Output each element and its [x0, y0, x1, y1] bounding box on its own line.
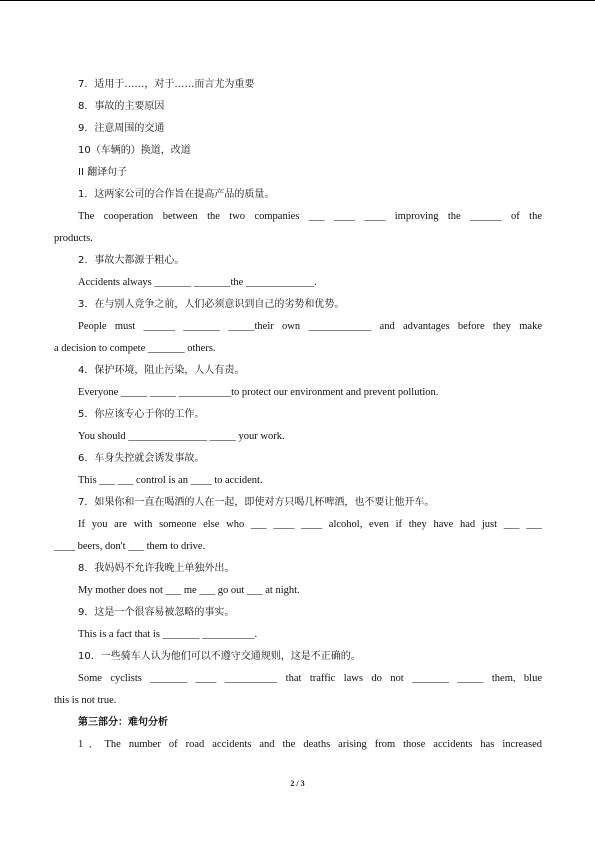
translation-item — [54, 558, 542, 602]
phrase-item: 9．注意周围的交通 — [78, 123, 165, 134]
english-sentence: This is a fact that is _______ __________. — [78, 629, 258, 640]
phrase-item: 8．事故的主要原因 — [78, 101, 165, 112]
translation-item — [54, 404, 542, 448]
worksheet-content — [54, 74, 542, 756]
chinese-sentence: 2．事故大都源于粗心。 — [78, 255, 185, 266]
english-line: Some cyclists _______ ____ __________ that traffic laws do not _______ _____ them, blue — [78, 673, 542, 684]
phrase-item: 10（车辆的）换道，改道 — [78, 145, 191, 156]
english-sentence: Everyone _____ _____ __________to protect our environment and prevent pollution. — [78, 387, 439, 398]
chinese-sentence: 7．如果你和一直在喝酒的人在一起，即使对方只喝几杯啤酒，也不要让他开车。 — [78, 497, 435, 508]
english-line-continued: products. — [54, 233, 93, 244]
translation-item — [54, 184, 542, 250]
english-line: People must ______ _______ _____their own ____________ and advantages before they make — [78, 321, 542, 332]
english-line-continued: this is not true. — [54, 695, 117, 706]
translation-item — [54, 360, 542, 404]
translation-item — [54, 646, 542, 712]
english-line: If you are with someone else who ___ ____ ____ alcohol, even if they have had just ___ ___ — [78, 519, 542, 530]
phrase-item: 7．适用于……，对于……而言尤为重要 — [78, 79, 255, 90]
english-sentence — [54, 316, 542, 360]
chinese-sentence: 6．车身失控就会诱发事故。 — [78, 453, 205, 464]
analysis-sentence — [54, 734, 542, 756]
top-border-line — [0, 0, 595, 1]
chinese-sentence: 5．你应该专心于你的工作。 — [78, 409, 205, 420]
section-title: II 翻译句子 — [78, 167, 128, 178]
chinese-sentence: 10．一些骑车人认为他们可以不遵守交通规则，这是不正确的。 — [78, 651, 361, 662]
english-line-continued: ____ beers, don't ___ them to drive. — [54, 541, 206, 552]
section-title: 第三部分：难句分析 — [78, 717, 168, 728]
english-line-continued: a decision to compete _______ others. — [54, 343, 216, 354]
english-sentence — [54, 206, 542, 250]
translation-item — [54, 492, 542, 558]
english-line: 1．The number of road accidents and the deaths arising from those accidents has increased — [78, 739, 542, 750]
english-sentence: You should _______________ _____ your work. — [78, 431, 285, 442]
chinese-sentence: 8．我妈妈不允许我晚上单独外出。 — [78, 563, 235, 574]
translation-item — [54, 602, 542, 646]
english-line: The cooperation between the two companies ___ ____ ____ improving the ______ of the — [78, 211, 542, 222]
english-sentence: This ___ ___ control is an ____ to accident. — [78, 475, 263, 486]
english-sentence — [54, 514, 542, 558]
translation-item — [54, 294, 542, 360]
chinese-sentence: 3．在与别人竞争之前，人们必须意识到自己的劣势和优势。 — [78, 299, 345, 310]
english-sentence: My mother does not ___ me ___ go out ___ at night. — [78, 585, 300, 596]
page-number: 2 / 3 — [290, 779, 305, 788]
translation-item — [54, 250, 542, 294]
english-sentence: Accidents always _______ _______the _____________. — [78, 277, 317, 288]
english-sentence — [54, 668, 542, 712]
chinese-sentence: 1．这两家公司的合作旨在提高产品的质量。 — [78, 189, 275, 200]
translation-item — [54, 448, 542, 492]
chinese-sentence: 9．这是一个很容易被忽略的事实。 — [78, 607, 235, 618]
chinese-sentence: 4．保护环境，阻止污染，人人有责。 — [78, 365, 245, 376]
